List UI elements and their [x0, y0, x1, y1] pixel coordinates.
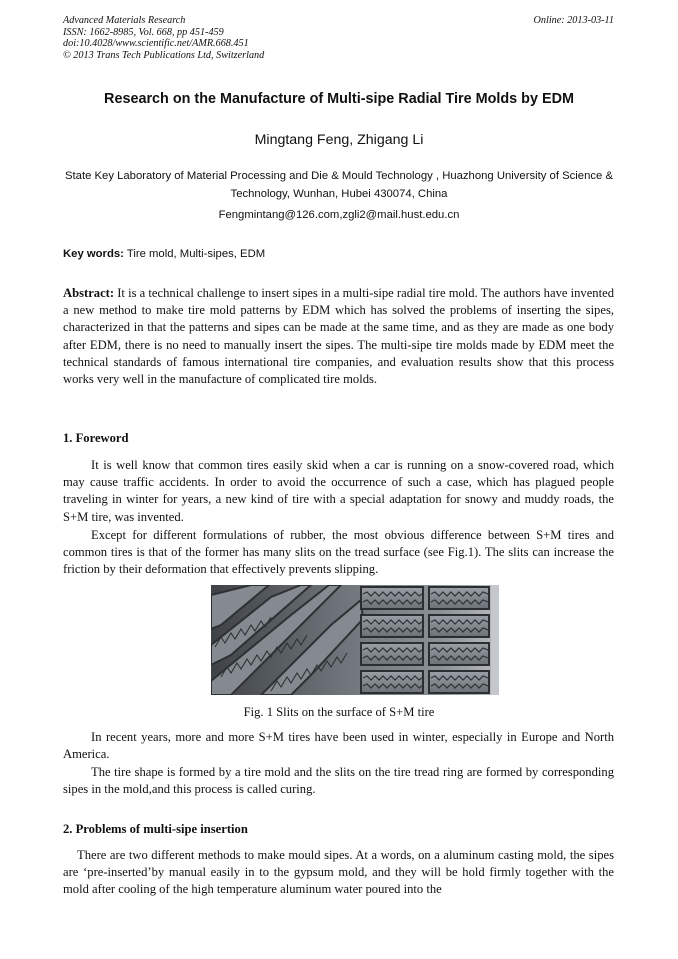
affiliation: State Key Laboratory of Material Processing and Die & Mould Technology , Huazhong University of Science & Technology, Wunhan, Hubei 430074, China	[65, 170, 613, 200]
section-1-paragraph-4: The tire shape is formed by a tire mold and the slits on the tire tread ring are formed by corresponding sipes in the mold,and this process is called curing.	[63, 765, 614, 797]
tire-tread-image	[211, 585, 499, 695]
issn: ISSN: 1662-8985, Vol. 668, pp 451-459	[63, 26, 224, 38]
figure-1-caption: Fig. 1 Slits on the surface of S+M tire	[243, 705, 435, 719]
email: Fengmintang@126.com,zgli2@mail.hust.edu.cn	[218, 209, 460, 221]
abstract-text: It is a technical challenge to insert sipes in a multi-sipe radial tire mold. The authors have invented a new method to make tire mold patterns by EDM which has solved the problems of inserting the sipes, characterized in that the patterns and sipes can be made at the same time, and as they are made as one body after EDM, there is no need to manually insert the sipes. The multi-sipe tire molds made by EDM meet the technical standards of famous international tire companies, and evaluation results show that this process works very well in the manufacture of complicated tire molds.	[63, 286, 614, 387]
section-1-paragraph-3: In recent years, more and more S+M tires have been used in winter, especially in Europe and North America.	[63, 730, 614, 762]
section-1-paragraph-1: It is well know that common tires easily skid when a car is running on a snow-covered road, which may cause traffic accidents. In order to avoid the occurrence of such a case, which has plagued people traveling in winter for years, a new kind of tire with a special adaptation for snowy and muddy roads, the S+M tire, was invented.	[63, 458, 614, 524]
keywords-text: Tire mold, Multi-sipes, EDM	[123, 248, 266, 260]
abstract	[63, 285, 614, 388]
authors: Mingtang Feng, Zhigang Li	[254, 132, 424, 148]
section-2-paragraph-1: There are two different methods to make mould sipes. At a words, on a aluminum casting mold, the sipes are ‘pre-inserted’by manual easily in to the gypsum mold, and they will be hold firmly together with the mold after cooling of the high temperature aluminum water poured into the	[63, 848, 614, 897]
section-1-heading: 1. Foreword	[63, 431, 129, 445]
doi: doi:10.4028/www.scientific.net/AMR.668.451	[63, 38, 249, 50]
section-2-heading: 2. Problems of multi-sipe insertion	[63, 822, 248, 836]
abstract-label: Abstract:	[63, 286, 115, 300]
section-1-paragraph-2: Except for different formulations of rubber, the most obvious difference between S+M tires and common tires is that of the former has many slits on the tread surface (see Fig.1). The slits can increase the friction by their deformation that effectively prevents slipping.	[63, 528, 614, 577]
copyright: © 2013 Trans Tech Publications Ltd, Switzerland	[63, 49, 265, 61]
keywords-label: Key words:	[63, 248, 124, 260]
paper-title: Research on the Manufacture of Multi-sipe Radial Tire Molds by EDM	[104, 91, 574, 107]
online-date: Online: 2013-03-11	[533, 15, 614, 26]
journal-name: Advanced Materials Research	[63, 15, 186, 26]
keywords	[63, 248, 265, 260]
tire-tread-photo	[211, 585, 499, 695]
journal-header	[63, 15, 264, 61]
